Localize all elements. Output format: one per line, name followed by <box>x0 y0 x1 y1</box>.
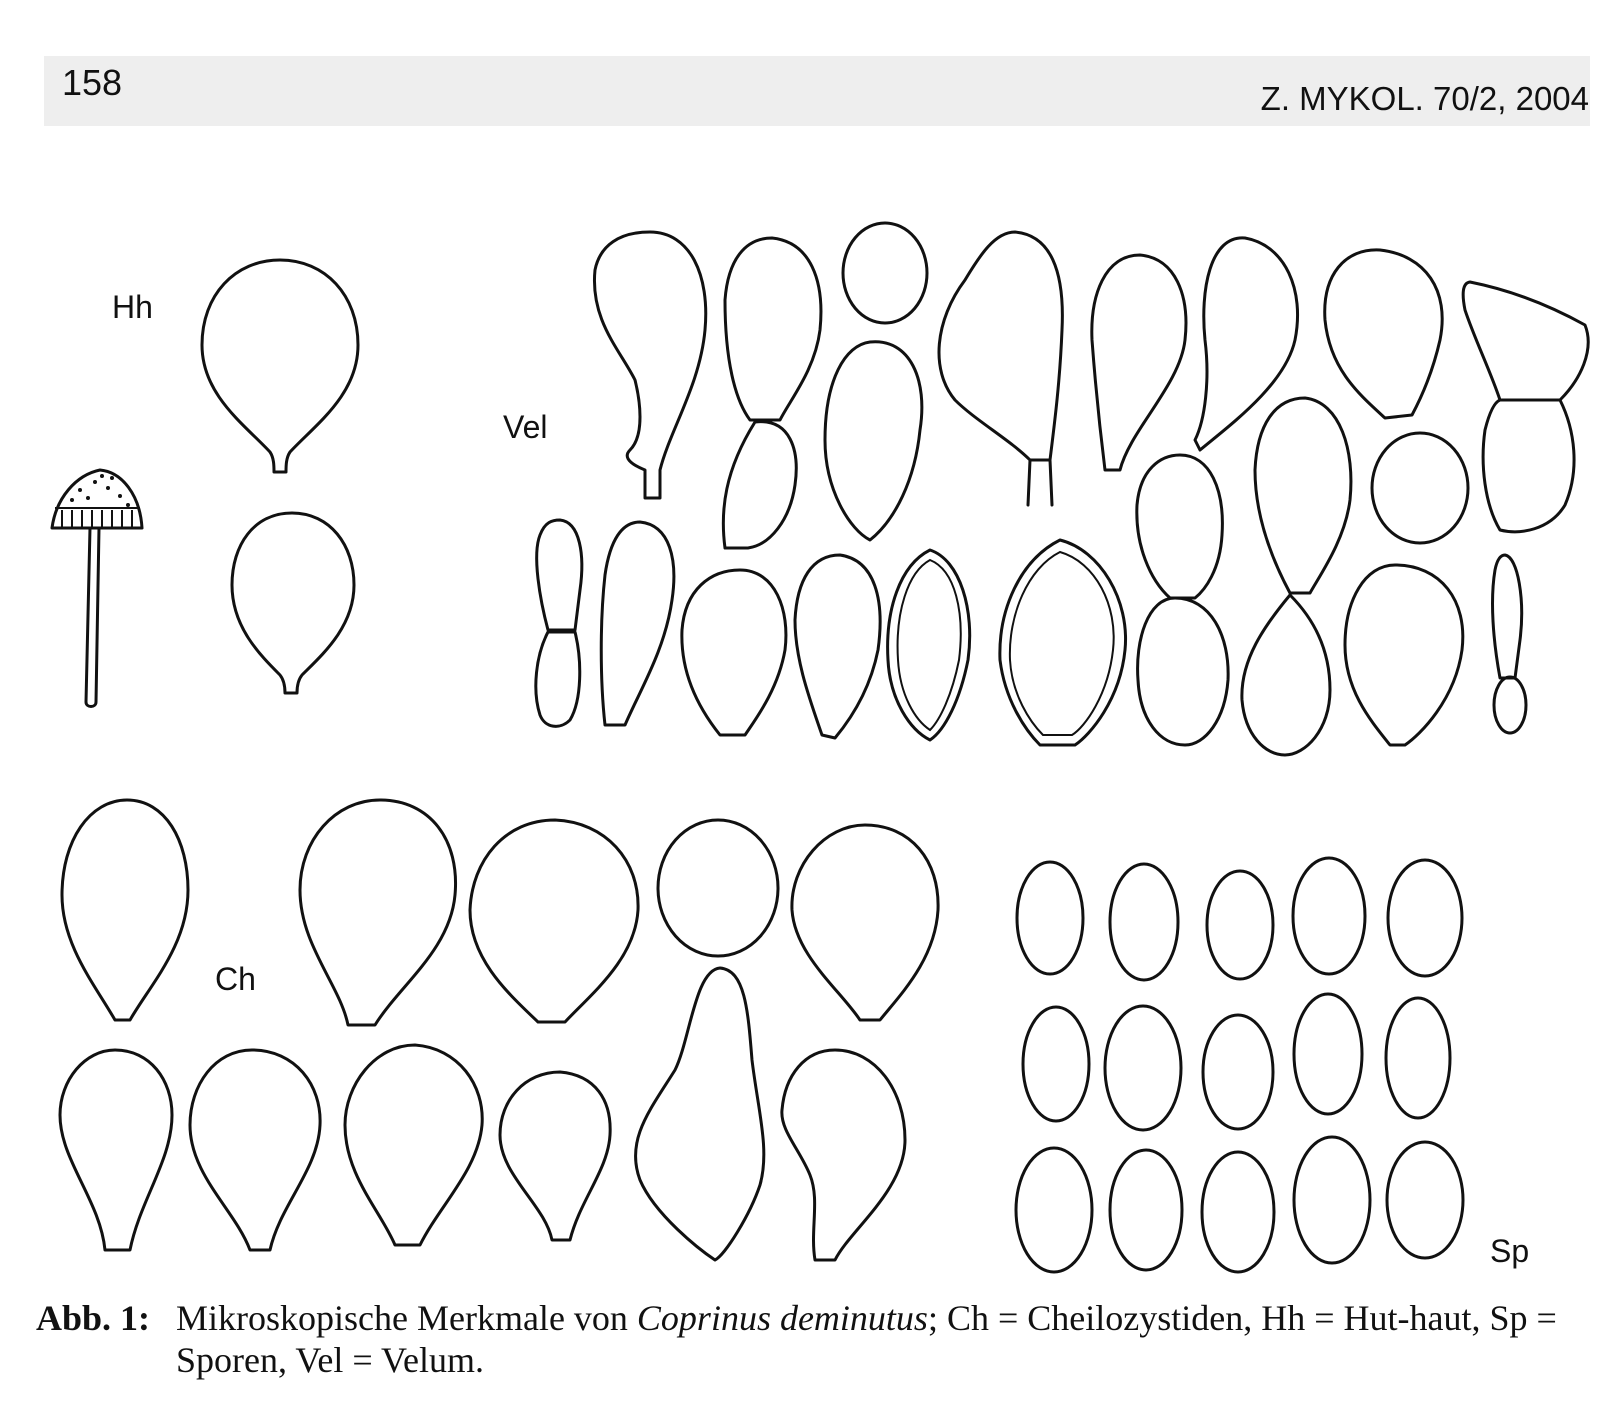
mushroom-habit-sketch <box>52 470 142 707</box>
caption-species: Coprinus deminutus <box>636 1298 928 1338</box>
velum-cells <box>536 223 1588 755</box>
pileipellis-cell-1 <box>202 260 358 472</box>
label-vel: Vel <box>503 409 548 445</box>
label-hh: Hh <box>112 289 153 325</box>
caption-text-before: Mikroskopische Merkmale von <box>176 1298 637 1338</box>
caption-label: Abb. 1: <box>36 1298 151 1338</box>
journal-reference: Z. MYKOL. 70/2, 2004 <box>1260 80 1589 117</box>
label-ch: Ch <box>215 961 256 997</box>
label-sp: Sp <box>1490 1233 1530 1269</box>
spores <box>1016 858 1463 1272</box>
page-number: 158 <box>62 62 123 103</box>
caption-text <box>176 1297 1576 1381</box>
pileipellis-cell-2 <box>232 513 354 693</box>
cheilocystidia <box>60 800 938 1260</box>
caption-text-after: ; Ch = Cheilozystiden, Hh = Hut-haut, Sp = Sporen, Vel = Velum. <box>176 1298 1557 1380</box>
